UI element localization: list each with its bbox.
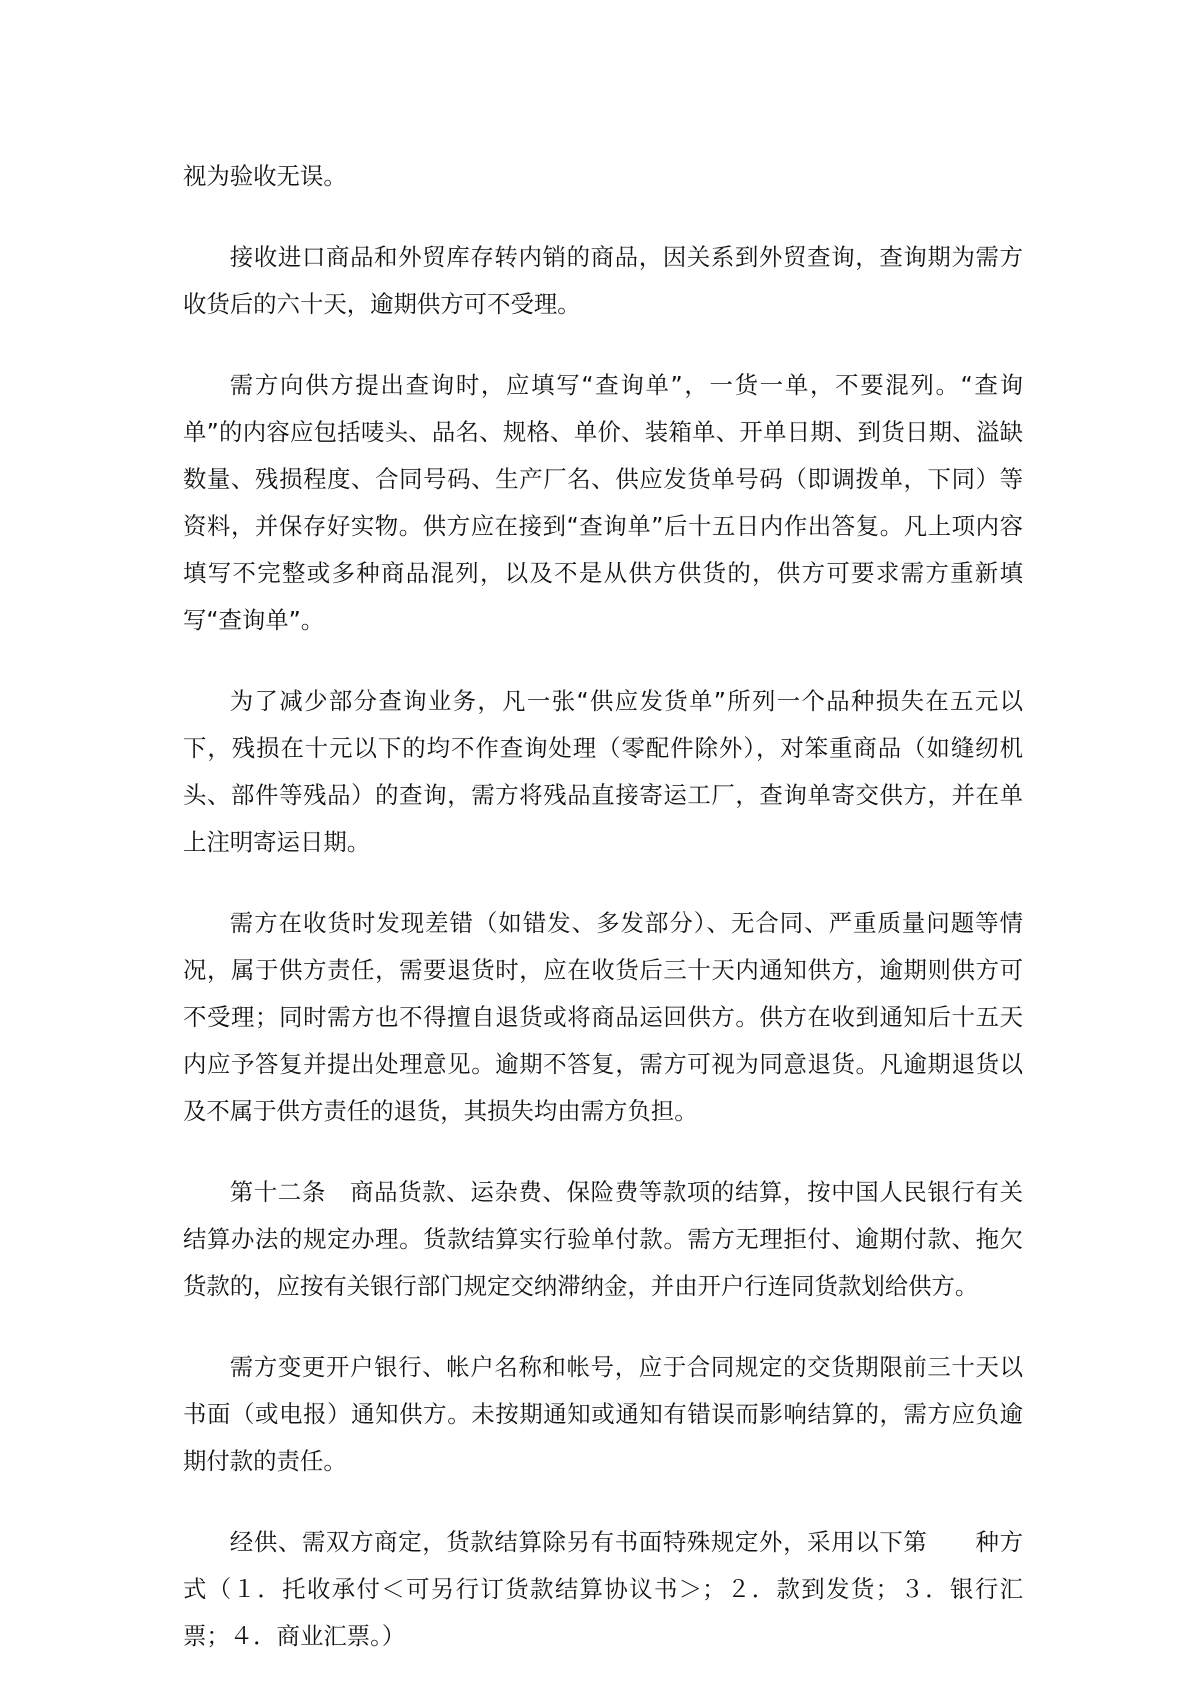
paragraph-2: 接收进口商品和外贸库存转内销的商品，因关系到外贸查询，查询期为需方收货后的六十天，逾期供方可不受理。 [183, 243, 1023, 318]
paragraph-1: 视为验收无误。 [183, 162, 347, 190]
paragraph-6-article-12: 第十二条 商品货款、运杂费、保险费等款项的结算，按中国人民银行有关结算办法的规定办理。货款结算实行验单付款。需方无理拒付、逾期付款、拖欠货款的，应按有关银行部门规定交纳滞纳金，并由开户行连同货款划给供方。 [183, 1178, 1023, 1300]
paragraph-4: 为了减少部分查询业务，凡一张“供应发货单”所列一个品种损失在五元以下，残损在十元以下的均不作查询处理（零配件除外），对笨重商品（如缝纫机头、部件等残品）的查询，需方将残品直接寄运工厂，查询单寄交供方，并在单上注明寄运日期。 [183, 687, 1023, 856]
paragraph-5: 需方在收货时发现差错（如错发、多发部分）、无合同、严重质量问题等情况，属于供方责任，需要退货时，应在收货后三十天内通知供方，逾期则供方可不受理；同时需方也不得擅自退货或将商品运回供方。供方在收到通知后十五天内应予答复并提出处理意见。逾期不答复，需方可视为同意退货。凡逾期退货以及不属于供方责任的退货，其损失均由需方负担。 [183, 909, 1023, 1125]
document-body [183, 153, 1023, 1660]
paragraph-8: 经供、需双方商定，货款结算除另有书面特殊规定外，采用以下第 种方式（１．托收承付＜可另行订货款结算协议书＞；２．款到发货；３．银行汇票；４．商业汇票。） [183, 1528, 1023, 1650]
paragraph-7: 需方变更开户银行、帐户名称和帐号，应于合同规定的交货期限前三十天以书面（或电报）通知供方。未按期通知或通知有错误而影响结算的，需方应负逾期付款的责任。 [183, 1353, 1023, 1475]
paragraph-3: 需方向供方提出查询时，应填写“查询单”，一货一单，不要混列。“查询单”的内容应包括唛头、品名、规格、单价、装箱单、开单日期、到货日期、溢缺数量、残损程度、合同号码、生产厂名、供应发货单号码（即调拨单，下同）等资料，并保存好实物。供方应在接到“查询单”后十五日内作出答复。凡上项内容填写不完整或多种商品混列，以及不是从供方供货的，供方可要求需方重新填写“查询单”。 [183, 371, 1023, 634]
